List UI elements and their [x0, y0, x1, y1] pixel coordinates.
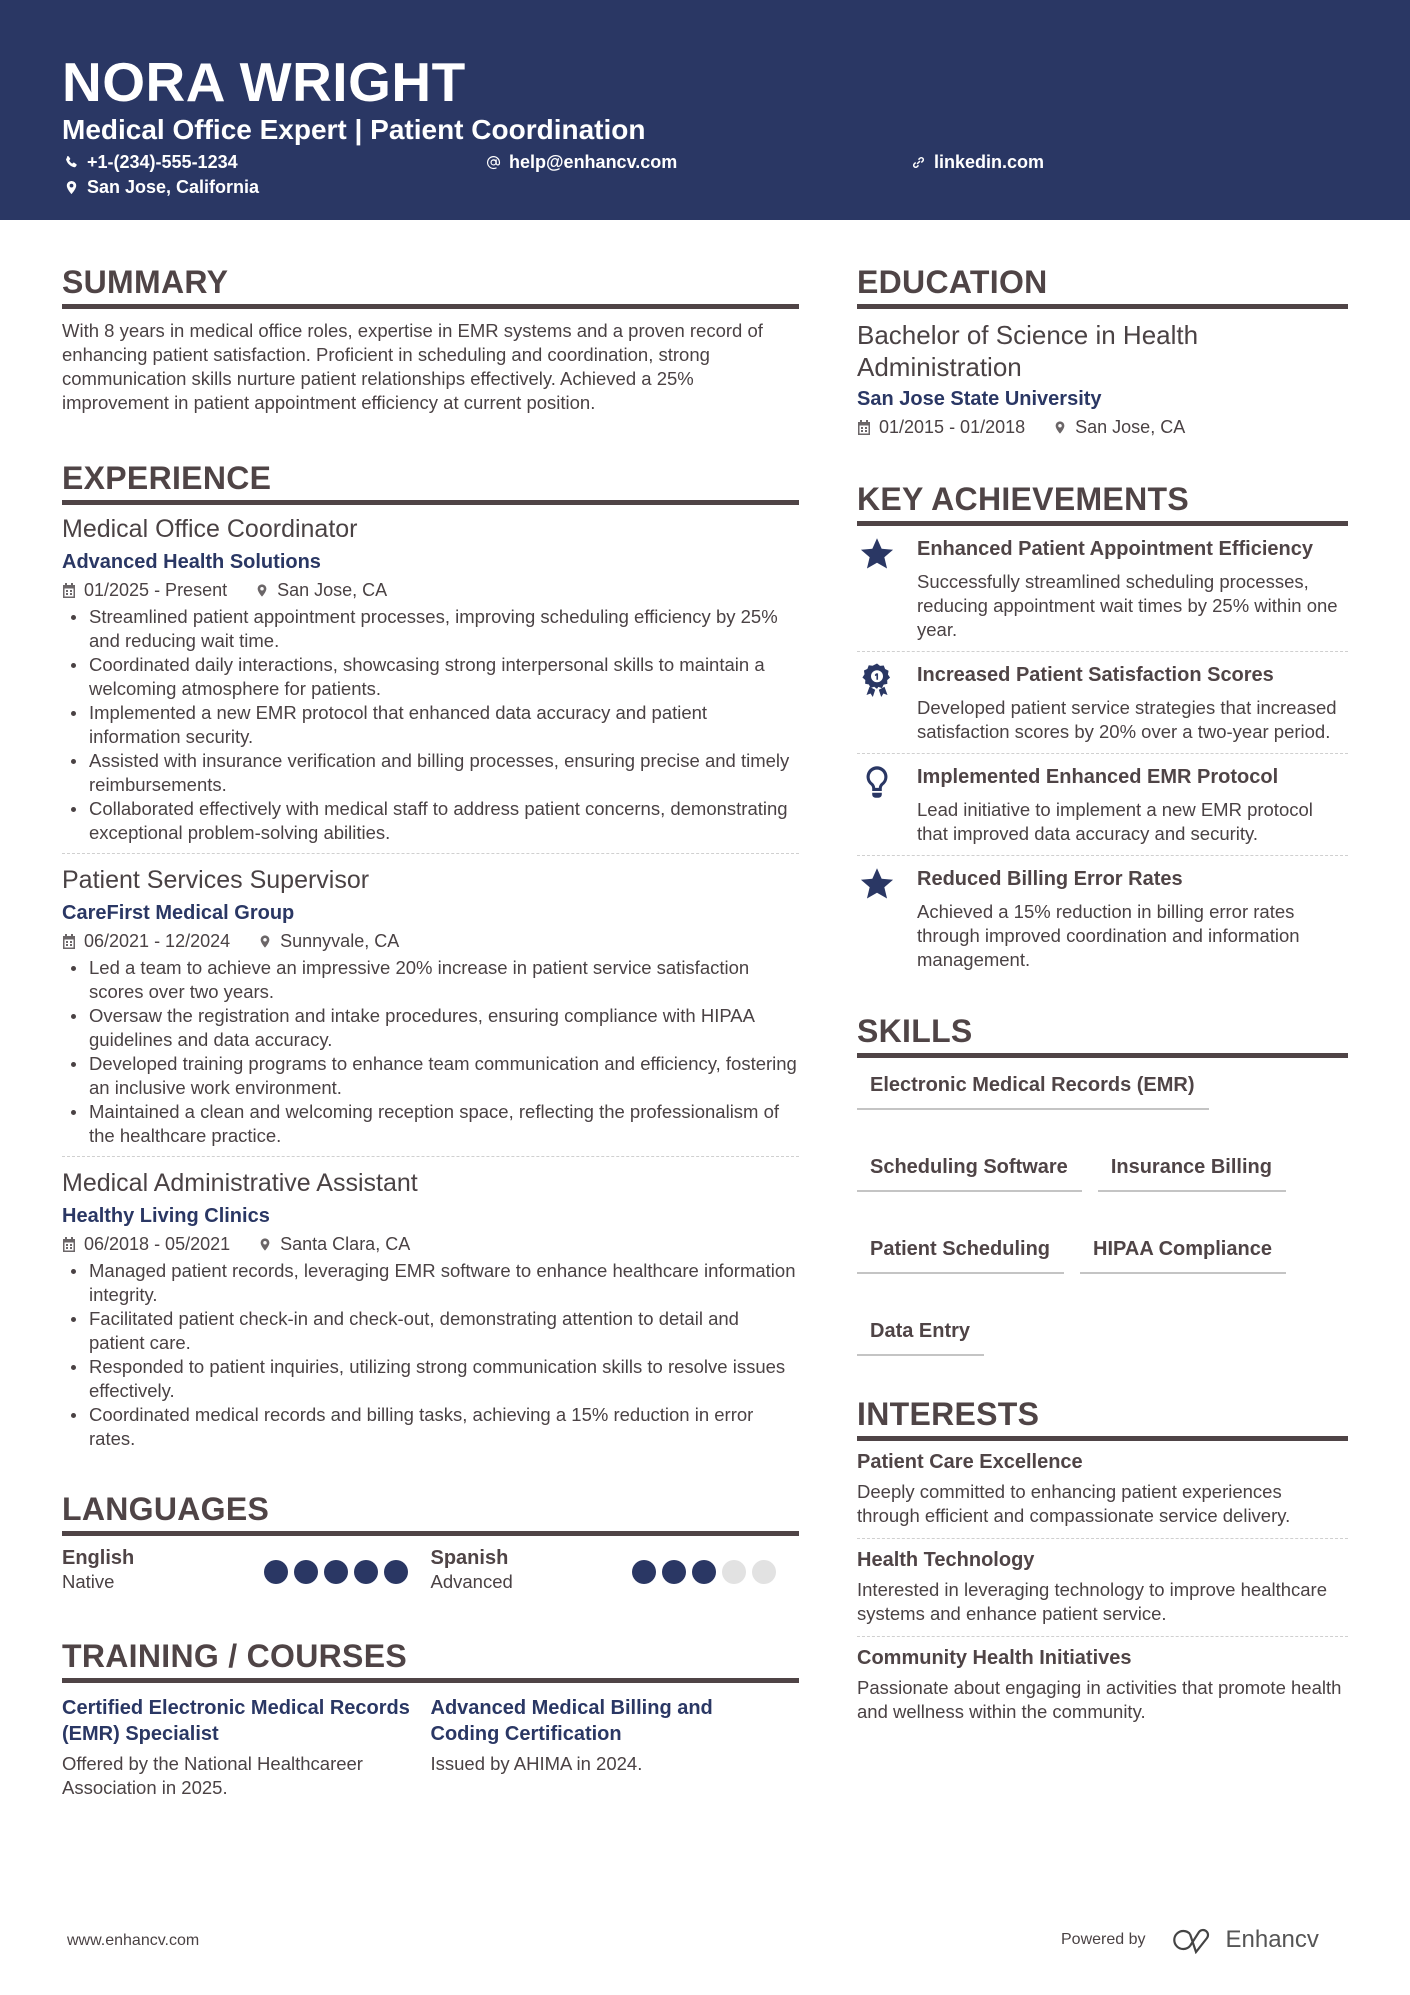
interest-title: Patient Care Excellence	[857, 1451, 1083, 1473]
language-level: Advanced	[430, 1571, 513, 1592]
job-bullet: Facilitated patient check-in and check-out, demonstrating attention to detail and patient care.	[62, 1307, 799, 1355]
achievement-title: Increased Patient Satisfaction Scores	[917, 664, 1274, 686]
email-text: help@enhancv.com	[509, 152, 678, 172]
brand-name: Enhancv	[1225, 1926, 1319, 1953]
skill-tag: HIPAA Compliance	[1080, 1236, 1286, 1274]
job-bullet: Developed training programs to enhance team communication and efficiency, fostering an inclusive work environment.	[62, 1052, 799, 1100]
interest-title: Health Technology	[857, 1549, 1035, 1571]
training-item	[431, 1695, 800, 1800]
resume-header	[0, 0, 1410, 220]
skills-list	[857, 1072, 1348, 1356]
enhancv-logo-icon	[1168, 1926, 1216, 1954]
proficiency-dots	[264, 1560, 408, 1584]
contact-phone	[64, 151, 238, 173]
job-bullet: Implemented a new EMR protocol that enhanced data accuracy and patient information security.	[62, 701, 799, 749]
achievement-item	[857, 536, 1348, 652]
dot-filled	[264, 1560, 288, 1584]
interest-description: Interested in leveraging technology to improve healthcare systems and enhance patient service.	[857, 1579, 1327, 1624]
calendar-icon	[62, 1237, 76, 1252]
dot-filled	[632, 1560, 656, 1584]
job-bullet: Led a team to achieve an impressive 20% increase in patient service satisfaction scores over two years.	[62, 956, 799, 1004]
experience-section	[62, 458, 799, 1459]
section-divider	[857, 1053, 1348, 1058]
training-item	[62, 1695, 431, 1800]
section-title-skills: SKILLS	[857, 1013, 973, 1049]
calendar-icon	[62, 583, 76, 598]
section-title-experience: EXPERIENCE	[62, 460, 272, 496]
achievement-item	[857, 662, 1348, 754]
section-title-education: EDUCATION	[857, 264, 1048, 300]
phone-icon	[64, 155, 79, 170]
interests-section	[857, 1394, 1348, 1734]
calendar-icon	[857, 420, 871, 435]
education-section	[857, 262, 1348, 439]
skill-tag: Scheduling Software	[857, 1154, 1082, 1192]
experience-entry	[62, 864, 799, 1157]
map-pin-icon	[64, 180, 79, 195]
degree-title: Bachelor of Science in Health Administration	[857, 320, 1199, 382]
job-bullet: Oversaw the registration and intake procedures, ensuring compliance with HIPAA guidelines and data accuracy.	[62, 1004, 799, 1052]
calendar-icon	[62, 934, 76, 949]
job-bullet: Collaborated effectively with medical staff to address patient concerns, demonstrating exceptional problem-solving abilities.	[62, 797, 799, 845]
location-text: San Jose, California	[87, 177, 260, 197]
language-item-english	[62, 1546, 431, 1598]
section-title-languages: LANGUAGES	[62, 1491, 270, 1527]
award-ribbon-icon	[859, 662, 895, 698]
training-description: Issued by AHIMA in 2024.	[430, 1753, 643, 1774]
dot-empty	[752, 1560, 776, 1584]
languages-section	[62, 1489, 799, 1598]
school-name: San Jose State University	[857, 388, 1102, 410]
left-column	[62, 262, 799, 1800]
interest-item	[857, 1645, 1348, 1734]
map-pin-icon	[255, 583, 269, 598]
job-bullet: Assisted with insurance verification and billing processes, ensuring precise and timely reimbursements.	[62, 749, 799, 797]
training-description: Offered by the National Healthcareer Association in 2025.	[62, 1753, 363, 1798]
achievement-item	[857, 764, 1348, 856]
education-dates: 01/2015 - 01/2018	[879, 417, 1026, 437]
summary-text: With 8 years in medical office roles, expertise in EMR systems and a proven record of enhancing patient satisfaction. Proficient in scheduling and coordination, strong communication skills nurture patient relationships effectively. Achieved a 25% improvement in patient appointment efficiency at current position.	[62, 320, 763, 413]
company-name: Advanced Health Solutions	[62, 551, 321, 573]
section-divider	[857, 1436, 1348, 1441]
dot-filled	[662, 1560, 686, 1584]
job-title: Patient Services Supervisor	[62, 866, 370, 894]
dot-filled	[324, 1560, 348, 1584]
section-divider	[62, 1678, 799, 1683]
phone-text: +1-(234)-555-1234	[87, 152, 238, 172]
footer-powered-by	[1061, 1926, 1319, 1954]
company-name: CareFirst Medical Group	[62, 902, 295, 924]
dot-filled	[384, 1560, 408, 1584]
achievement-title: Enhanced Patient Appointment Efficiency	[917, 538, 1313, 560]
training-title: Advanced Medical Billing and Coding Certification	[430, 1697, 713, 1745]
interest-description: Deeply committed to enhancing patient experiences through efficient and compassionate service delivery.	[857, 1481, 1291, 1526]
proficiency-dots	[632, 1560, 776, 1584]
skill-tag: Electronic Medical Records (EMR)	[857, 1072, 1209, 1110]
interest-description: Passionate about engaging in activities that promote health and wellness within the community.	[857, 1677, 1342, 1722]
job-location: San Jose, CA	[277, 580, 388, 600]
language-name: English	[62, 1547, 135, 1569]
dot-empty	[722, 1560, 746, 1584]
map-pin-icon	[258, 1237, 272, 1252]
section-divider	[857, 521, 1348, 526]
training-section	[62, 1636, 799, 1800]
job-bullet: Coordinated daily interactions, showcasing strong interpersonal skills to maintain a welcoming atmosphere for patients.	[62, 653, 799, 701]
at-icon	[486, 155, 501, 170]
skill-tag: Data Entry	[857, 1318, 984, 1356]
job-location: Sunnyvale, CA	[280, 931, 400, 951]
job-title: Medical Administrative Assistant	[62, 1169, 418, 1197]
star-icon	[859, 866, 895, 902]
job-title: Medical Office Coordinator	[62, 515, 358, 543]
job-meta	[62, 929, 799, 953]
company-name: Healthy Living Clinics	[62, 1205, 270, 1227]
map-pin-icon	[1053, 420, 1067, 435]
section-divider	[62, 1531, 799, 1536]
skills-section	[857, 1011, 1348, 1356]
dot-filled	[692, 1560, 716, 1584]
job-bullet: Managed patient records, leveraging EMR software to enhance healthcare information integrity.	[62, 1259, 799, 1307]
dot-filled	[294, 1560, 318, 1584]
interest-title: Community Health Initiatives	[857, 1647, 1132, 1669]
section-title-training: TRAINING / COURSES	[62, 1638, 407, 1674]
contact-linkedin[interactable]	[911, 151, 1044, 173]
experience-entry	[62, 1167, 799, 1459]
achievement-description: Achieved a 15% reduction in billing error rates through improved coordination and information management.	[917, 901, 1300, 970]
job-dates: 01/2025 - Present	[84, 580, 228, 600]
job-location: Santa Clara, CA	[280, 1234, 411, 1254]
job-bullet: Maintained a clean and welcoming reception space, reflecting the professionalism of the healthcare practice.	[62, 1100, 799, 1148]
link-icon	[911, 155, 926, 170]
skill-tag: Insurance Billing	[1098, 1154, 1286, 1192]
candidate-name: NORA WRIGHT	[62, 51, 466, 113]
lightbulb-icon	[859, 764, 895, 800]
powered-by-label: Powered by	[1061, 1931, 1146, 1948]
summary-section	[62, 262, 799, 415]
section-title-summary: SUMMARY	[62, 264, 229, 300]
achievement-title: Implemented Enhanced EMR Protocol	[917, 766, 1279, 788]
job-bullet: Streamlined patient appointment processes, improving scheduling efficiency by 25% and reducing wait time.	[62, 605, 799, 653]
job-bullets	[62, 1259, 799, 1451]
interest-item	[857, 1449, 1348, 1539]
job-dates: 06/2021 - 12/2024	[84, 931, 231, 951]
footer-website[interactable]: www.enhancv.com	[67, 1932, 200, 1949]
job-bullets	[62, 956, 799, 1148]
job-meta	[62, 578, 799, 602]
section-title-interests: INTERESTS	[857, 1396, 1040, 1432]
training-title: Certified Electronic Medical Records (EMR) Specialist	[62, 1697, 410, 1745]
brand-logo[interactable]	[1168, 1926, 1319, 1954]
job-bullet: Coordinated medical records and billing tasks, achieving a 15% reduction in error rates.	[62, 1403, 799, 1451]
achievement-item	[857, 866, 1348, 981]
section-divider	[62, 304, 799, 309]
job-meta	[62, 1232, 799, 1256]
achievement-description: Developed patient service strategies that increased satisfaction scores by 20% over a two-year period.	[917, 697, 1337, 742]
job-bullets	[62, 605, 799, 845]
star-icon	[859, 536, 895, 572]
contact-email[interactable]	[486, 151, 677, 173]
dot-filled	[354, 1560, 378, 1584]
achievement-title: Reduced Billing Error Rates	[917, 868, 1183, 890]
interest-item	[857, 1547, 1348, 1637]
achievements-section	[857, 479, 1348, 981]
skill-tag: Patient Scheduling	[857, 1236, 1064, 1274]
section-divider	[857, 304, 1348, 309]
section-title-achievements: KEY ACHIEVEMENTS	[857, 481, 1189, 517]
experience-entry	[62, 513, 799, 854]
education-meta	[857, 415, 1348, 439]
map-pin-icon	[258, 934, 272, 949]
job-dates: 06/2018 - 05/2021	[84, 1234, 231, 1254]
candidate-headline: Medical Office Expert | Patient Coordination	[62, 114, 646, 145]
language-item-spanish	[431, 1546, 800, 1598]
job-bullet: Responded to patient inquiries, utilizing strong communication skills to resolve issues effectively.	[62, 1355, 799, 1403]
achievement-description: Lead initiative to implement a new EMR protocol that improved data accuracy and security.	[917, 799, 1313, 844]
linkedin-text: linkedin.com	[934, 152, 1045, 172]
education-location: San Jose, CA	[1075, 417, 1186, 437]
language-name: Spanish	[430, 1547, 509, 1569]
achievement-description: Successfully streamlined scheduling processes, reducing appointment wait times by 25% within one year.	[917, 571, 1338, 640]
language-level: Native	[62, 1571, 115, 1592]
contact-location	[64, 176, 259, 198]
section-divider	[62, 500, 799, 505]
right-column	[857, 262, 1348, 1734]
